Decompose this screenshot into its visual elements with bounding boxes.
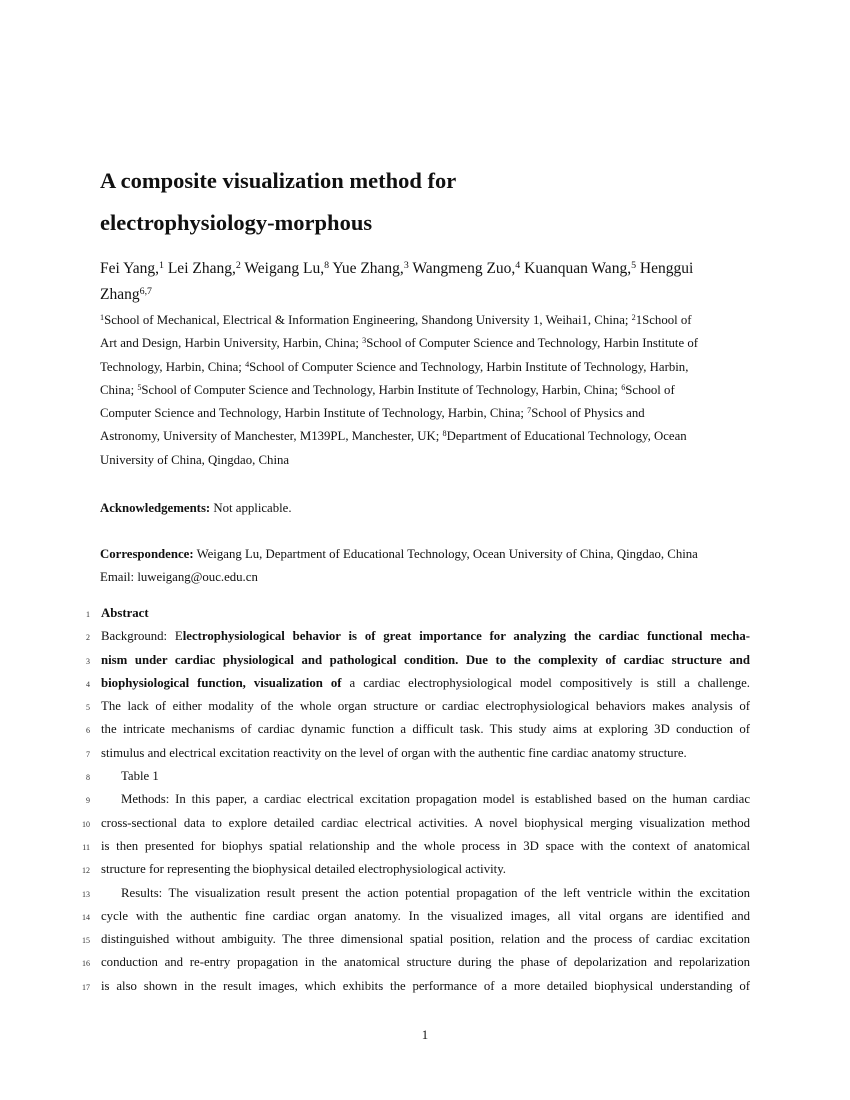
- line-number: 13: [82, 889, 90, 899]
- text-line: [76, 765, 756, 788]
- text-line: 9 Methods: In this paper, a cardiac electrical excitation propagation model is established based on the human cardiac: [76, 788, 756, 811]
- affiliation-line: Art and Design, Harbin University, Harbin, China; $^3$School of Computer Science and Technology, Harbin Institute of: [100, 336, 699, 351]
- author-line-1: Fei Yang,$^1$ Lei Zhang,$^2$ Weigang Lu,$^8$ Yue Zhang,$^3$ Wangmeng Zuo,$^4$ Kuanquan Wang,$^5$ Henggui: [100, 260, 694, 277]
- correspondence-email: Email: luweigang@ouc.edu.cn: [100, 570, 258, 584]
- line-number: 11: [82, 842, 90, 852]
- paper-title: [100, 160, 760, 244]
- text-line: 2 Background: Electrophysiological behavior is of great importance for analyzing the cardiac functional mecha-: [76, 625, 756, 648]
- table-reference: Table 1: [121, 769, 159, 784]
- text-line: 5 The lack of either modality of the whole organ structure or cardiac electrophysiological behaviors makes analysis of: [76, 695, 756, 718]
- abstract-body: [76, 602, 756, 998]
- acknowledgements: [100, 497, 760, 519]
- line-number: 8: [86, 773, 90, 783]
- text-line: [76, 602, 756, 625]
- page-number: 1: [421, 1028, 429, 1042]
- correspondence: [100, 543, 760, 589]
- text-line: 17 is also shown in the result images, which exhibits the performance of a more detailed biophysical understanding of: [76, 975, 756, 998]
- text-line: 13 Results: The visualization result present the action potential propagation of the left ventricle within the excitation: [76, 882, 756, 905]
- text-line: 12 structure for representing the biophysical detailed electrophysiological activity.: [76, 858, 756, 881]
- affiliation-line: $^1$School of Mechanical, Electrical & Information Engineering, Shandong University 1, Weihai1, China; $^2$1School of: [100, 312, 692, 327]
- line-number: 7: [86, 749, 90, 759]
- acknowledgements-text: Not applicable.: [210, 501, 292, 515]
- text-line: 3 nism under cardiac physiological and pathological condition. Due to the complexity of cardiac structure and: [76, 649, 756, 672]
- text-line: 6 the intricate mechanisms of cardiac dynamic function a difficult task. This study aims at exploring 3D conduction of: [76, 718, 756, 741]
- title-line-2: electrophysiology-morphous: [100, 210, 373, 235]
- line-number: 1: [86, 610, 90, 619]
- text-line: 16 conduction and re-entry propagation in the anatomical structure during the phase of depolarization and repolarization: [76, 951, 756, 974]
- line-number: 10: [82, 819, 90, 829]
- text-line: 4 biophysiological function, visualization of a cardiac electrophysiological model compositively is still a challenge.: [76, 672, 756, 695]
- line-number: 6: [86, 726, 90, 736]
- line-number: 2: [86, 633, 90, 643]
- line-number: 17: [82, 982, 90, 992]
- author-line-2: Zhang$^{6,7}$: [100, 286, 152, 303]
- title-line-1: A composite visualization method for: [100, 168, 457, 193]
- abstract-heading: Abstract: [101, 606, 149, 620]
- affiliation-line: China; $^5$School of Computer Science and Technology, Harbin Institute of Technology, Harbin, China; $^6$School of: [100, 382, 675, 397]
- line-number: 16: [82, 959, 90, 969]
- affiliations: [100, 309, 760, 472]
- affiliation-line: Technology, Harbin, China; $^4$School of Computer Science and Technology, Harbin Institute of Technology, Harbin,: [100, 359, 689, 374]
- line-number: 12: [82, 866, 90, 876]
- affiliation-line: University of China, Qingdao, China: [100, 452, 290, 467]
- line-number: 15: [82, 936, 90, 946]
- text-line: 15 distinguished without ambiguity. The three dimensional spatial position, relation and the process of cardiac excitation: [76, 928, 756, 951]
- line-number: 9: [86, 796, 90, 806]
- correspondence-text: Weigang Lu, Department of Educational Technology, Ocean University of China, Qingdao, China: [193, 547, 698, 561]
- correspondence-label: Correspondence:: [100, 547, 194, 561]
- line-number: 14: [82, 912, 90, 922]
- line-number: 4: [86, 679, 90, 689]
- text-line: 11 is then presented for biophys spatial relationship and the whole process in 3D space with the context of anatomical: [76, 835, 756, 858]
- acknowledgements-label: Acknowledgements:: [100, 501, 211, 515]
- line-number: 5: [86, 703, 90, 713]
- text-line: 10 cross-sectional data to explore detailed cardiac electrical activities. A novel biophysical merging visualization method: [76, 812, 756, 835]
- line-number: 3: [86, 656, 90, 666]
- text-line: 7 stimulus and electrical excitation reactivity on the level of organ with the authentic fine cardiac anatomy structure.: [76, 742, 756, 765]
- affiliation-line: Astronomy, University of Manchester, M139PL, Manchester, UK; $^8$Department of Educational Technology, Ocean: [100, 429, 687, 444]
- correspondence-line: [100, 543, 760, 566]
- affiliation-line: Computer Science and Technology, Harbin Institute of Technology, Harbin, China; $^7$School of Physics and: [100, 406, 645, 421]
- text-line: 14 cycle with the authentic fine cardiac organ anatomy. In the visualized images, all vital organs are identified and: [76, 905, 756, 928]
- author-list: [100, 256, 760, 308]
